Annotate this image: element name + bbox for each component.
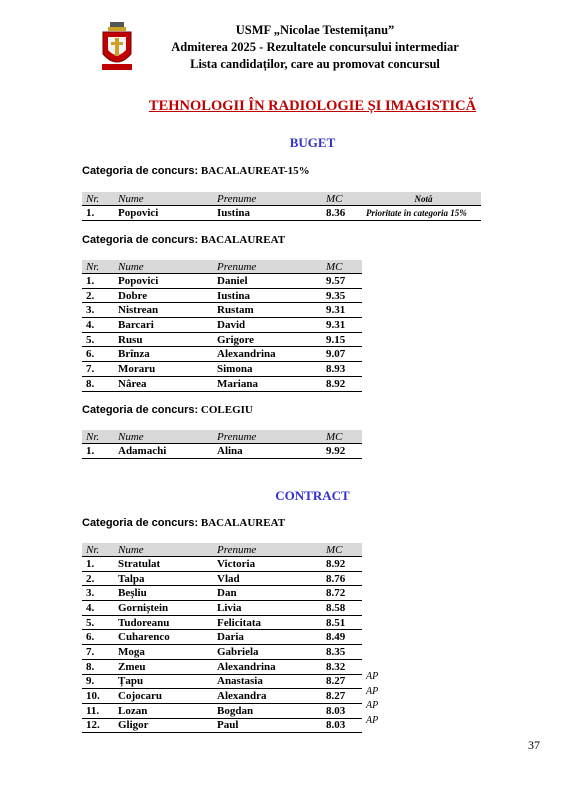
table-cell: 8.32 xyxy=(322,659,362,674)
table-cell: Alexandrina xyxy=(213,347,322,362)
table-cell: 2. xyxy=(82,571,114,586)
table-cell: Gligor xyxy=(114,718,213,733)
category-line xyxy=(82,404,253,416)
table-cell: David xyxy=(213,318,322,333)
table-cell: Daniel xyxy=(213,274,322,289)
table-cell: Zmeu xyxy=(114,659,213,674)
table-cell: 8.72 xyxy=(322,586,362,601)
table-row xyxy=(82,444,362,459)
table-row xyxy=(82,318,362,333)
table-cell: Popovici xyxy=(114,206,213,221)
table-cell: Alina xyxy=(213,444,322,459)
table-row xyxy=(82,288,362,303)
table-cell: Brînza xyxy=(114,347,213,362)
table-cell: Nistrean xyxy=(114,303,213,318)
table-cell: 4. xyxy=(82,318,114,333)
column-header: Nr. xyxy=(82,260,114,274)
table-row xyxy=(82,659,362,674)
table-cell: Rusu xyxy=(114,332,213,347)
table-cell: 7. xyxy=(82,645,114,660)
table-cell: Stratulat xyxy=(114,557,213,572)
column-header: Prenume xyxy=(213,543,322,557)
buget-heading: BUGET xyxy=(289,135,336,150)
ap-note: AP xyxy=(366,671,379,682)
category-line xyxy=(82,165,310,177)
table-cell: 5. xyxy=(82,615,114,630)
column-header: Notă xyxy=(362,192,481,206)
table-cell: 10. xyxy=(82,689,114,704)
table-cell: Talpa xyxy=(114,571,213,586)
table-cell: 8.92 xyxy=(322,376,362,391)
column-header: MC xyxy=(322,192,362,206)
table-cell: 6. xyxy=(82,347,114,362)
table-cell: 9.15 xyxy=(322,332,362,347)
table-cell: 9.92 xyxy=(322,444,362,459)
table-cell: 1. xyxy=(82,274,114,289)
table-row xyxy=(82,206,481,221)
page-number: 37 xyxy=(528,738,540,752)
ap-note: AP xyxy=(366,715,379,726)
table-cell: 8. xyxy=(82,659,114,674)
column-header: MC xyxy=(322,430,362,444)
table-header-row xyxy=(82,430,362,444)
table-cell: Cuharenco xyxy=(114,630,213,645)
table-row xyxy=(82,718,362,733)
table-cell: 9. xyxy=(82,674,114,689)
table-row xyxy=(82,376,362,391)
table-cell: 8.03 xyxy=(322,718,362,733)
table-row xyxy=(82,274,362,289)
table-cell: 5. xyxy=(82,332,114,347)
table-cell: Gabriela xyxy=(213,645,322,660)
table-cell: Victoria xyxy=(213,557,322,572)
table-row xyxy=(82,332,362,347)
table-cell: Lozan xyxy=(114,703,213,718)
program-title: TEHNOLOGII ÎN RADIOLOGIE ȘI IMAGISTICĂ xyxy=(148,98,477,114)
category-label: Categoria de concurs: xyxy=(82,234,199,246)
table-cell: 8.93 xyxy=(322,362,362,377)
table-header-row xyxy=(82,543,362,557)
table-row xyxy=(82,615,362,630)
ap-note: AP xyxy=(366,700,379,711)
table-cell: Cojocaru xyxy=(114,689,213,704)
table-row xyxy=(82,362,362,377)
category-label: Categoria de concurs: xyxy=(82,404,199,416)
contract-heading: CONTRACT xyxy=(275,488,350,503)
column-header: Nr. xyxy=(82,430,114,444)
table-row xyxy=(82,689,362,704)
table-cell: Bogdan xyxy=(213,703,322,718)
table-cell: Grigore xyxy=(213,332,322,347)
table-cell: Mariana xyxy=(213,376,322,391)
table-cell: 9.31 xyxy=(322,303,362,318)
table-row xyxy=(82,703,362,718)
table-row xyxy=(82,347,362,362)
column-header: Prenume xyxy=(213,260,322,274)
category-line xyxy=(82,234,285,246)
column-header: Prenume xyxy=(213,192,322,206)
table-cell: Iustina xyxy=(213,206,322,221)
table-cell: 6. xyxy=(82,630,114,645)
table-cell: 2. xyxy=(82,288,114,303)
column-header: Nume xyxy=(114,430,213,444)
table-cell: 4. xyxy=(82,601,114,616)
category-value: BACALAUREAT xyxy=(200,517,286,529)
results-table xyxy=(82,543,362,733)
table-cell: Adamachi xyxy=(114,444,213,459)
category-value: BACALAUREAT-15% xyxy=(200,165,310,177)
table-row xyxy=(82,303,362,318)
table-cell: Paul xyxy=(213,718,322,733)
table-cell: Livia xyxy=(213,601,322,616)
table-cell: 11. xyxy=(82,703,114,718)
table-cell: 3. xyxy=(82,586,114,601)
table-cell: Vlad xyxy=(213,571,322,586)
table-cell: Dobre xyxy=(114,288,213,303)
table-cell: Moga xyxy=(114,645,213,660)
table-row xyxy=(82,571,362,586)
table-cell: 8.58 xyxy=(322,601,362,616)
table-cell: Prioritate în categoria 15% xyxy=(362,206,481,221)
table-cell: Simona xyxy=(213,362,322,377)
table-row xyxy=(82,601,362,616)
table-cell: Popovici xyxy=(114,274,213,289)
table-row xyxy=(82,630,362,645)
table-cell: Beșliu xyxy=(114,586,213,601)
table-cell: 9.31 xyxy=(322,318,362,333)
results-table xyxy=(82,192,481,221)
table-cell: 8.51 xyxy=(322,615,362,630)
table-row xyxy=(82,586,362,601)
table-cell: 9.07 xyxy=(322,347,362,362)
column-header: Prenume xyxy=(213,430,322,444)
table-cell: 8.36 xyxy=(322,206,362,221)
table-cell: Moraru xyxy=(114,362,213,377)
category-value: BACALAUREAT xyxy=(200,234,286,246)
table-cell: Alexandra xyxy=(213,689,322,704)
table-cell: Nârea xyxy=(114,376,213,391)
table-cell: 8.27 xyxy=(322,674,362,689)
category-line xyxy=(82,517,285,529)
table-cell: Țapu xyxy=(114,674,213,689)
table-cell: 1. xyxy=(82,206,114,221)
table-cell: 8.27 xyxy=(322,689,362,704)
table-cell: 8.35 xyxy=(322,645,362,660)
header-line-3: Lista candidaților, care au promovat concursul xyxy=(190,57,440,71)
table-cell: Rustam xyxy=(213,303,322,318)
table-cell: Barcari xyxy=(114,318,213,333)
table-cell: 8.76 xyxy=(322,571,362,586)
category-label: Categoria de concurs: xyxy=(82,517,199,529)
table-cell: Iustina xyxy=(213,288,322,303)
column-header: Nr. xyxy=(82,192,114,206)
column-header: Nr. xyxy=(82,543,114,557)
table-cell: 1. xyxy=(82,444,114,459)
table-header-row xyxy=(82,260,362,274)
table-cell: 9.35 xyxy=(322,288,362,303)
table-cell: Tudoreanu xyxy=(114,615,213,630)
table-row xyxy=(82,645,362,660)
document-header xyxy=(0,22,570,73)
table-cell: 9.57 xyxy=(322,274,362,289)
table-cell: Felicitata xyxy=(213,615,322,630)
table-cell: 7. xyxy=(82,362,114,377)
table-row xyxy=(82,557,362,572)
column-header: Nume xyxy=(114,543,213,557)
category-label: Categoria de concurs: xyxy=(82,165,199,177)
column-header: Nume xyxy=(114,260,213,274)
table-cell: Gorniștein xyxy=(114,601,213,616)
header-line-2: Admiterea 2025 - Rezultatele concursului intermediar xyxy=(171,40,459,54)
table-cell: 12. xyxy=(82,718,114,733)
table-row xyxy=(82,674,362,689)
category-value: COLEGIU xyxy=(200,404,253,416)
table-header-row xyxy=(82,192,481,206)
table-cell: 8.03 xyxy=(322,703,362,718)
table-cell: 3. xyxy=(82,303,114,318)
ap-note: AP xyxy=(366,686,379,697)
column-header: MC xyxy=(322,260,362,274)
table-cell: Daria xyxy=(213,630,322,645)
table-cell: 8. xyxy=(82,376,114,391)
results-table xyxy=(82,260,362,392)
results-table xyxy=(82,430,362,459)
header-line-1: USMF „Nicolae Testemițanu” xyxy=(235,23,395,37)
column-header: Nume xyxy=(114,192,213,206)
column-header: MC xyxy=(322,543,362,557)
table-cell: 8.49 xyxy=(322,630,362,645)
table-cell: Alexandrina xyxy=(213,659,322,674)
table-cell: 1. xyxy=(82,557,114,572)
table-cell: 8.92 xyxy=(322,557,362,572)
table-cell: Anastasia xyxy=(213,674,322,689)
table-cell: Dan xyxy=(213,586,322,601)
